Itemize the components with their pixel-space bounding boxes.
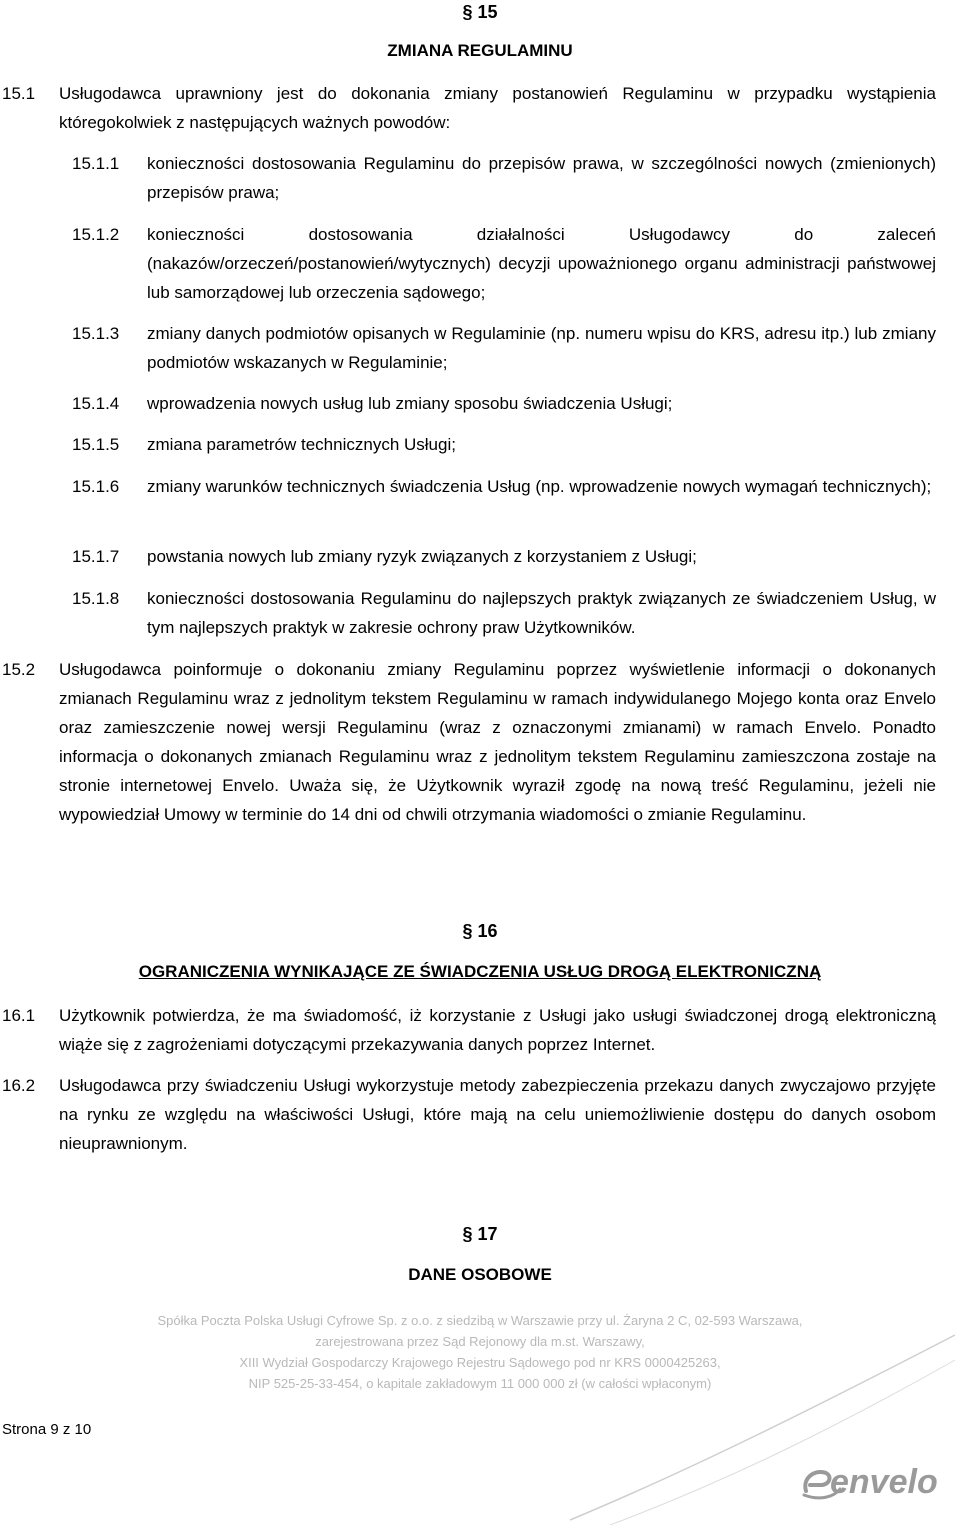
list-item-number: 15.1.7: [72, 547, 120, 566]
list-item-number: 15.1.1: [72, 154, 120, 173]
list-item-text: zmiany danych podmiotów opisanych w Regulaminie (np. numeru wpisu do KRS, adresu itp.) lub zmiany podmiotów wskazanych w Regulaminie;: [147, 324, 936, 372]
list-item: [72, 584, 936, 642]
list-item-text: wprowadzenia nowych usług lub zmiany sposobu świadczenia Usługi;: [147, 394, 673, 413]
paragraph-number: 15.2: [2, 660, 36, 679]
paragraph-number: 15.1: [2, 84, 36, 103]
footer-capital-line: NIP 525-25-33-454, o kapitale zakładowym 11 000 000 zł (w całości wpłaconym): [248, 1376, 712, 1391]
page-number: Strona 9 z 10: [2, 1421, 92, 1438]
footer-company-line: Spółka Poczta Polska Usługi Cyfrowe Sp. z o.o. z siedzibą w Warszawie przy ul. Żaryna 2 C, 02-593 Warszawa,: [157, 1313, 803, 1328]
list-item-text: zmiany warunków technicznych świadczenia Usług (np. wprowadzenie nowych wymagań technicznych);: [147, 477, 932, 496]
footer: [0, 1310, 960, 1394]
list-item-number: 15.1.5: [72, 435, 120, 454]
logo-text: envelo: [830, 1463, 938, 1501]
footer-krs-line: XIII Wydział Gospodarczy Krajowego Rejestru Sądowego pod nr KRS 0000425263,: [239, 1355, 721, 1370]
list-item-number: 15.1.2: [72, 225, 120, 244]
list-item-text: powstania nowych lub zmiany ryzyk związanych z korzystaniem z Usługi;: [147, 547, 697, 566]
list-item: [72, 472, 936, 501]
list-item: [72, 149, 936, 207]
list-item: [72, 542, 936, 571]
section-16-title: OGRANICZENIA WYNIKAJĄCE ZE ŚWIADCZENIA USŁUG DROGĄ ELEKTRONICZNĄ: [138, 962, 822, 981]
footer-registration-line: zarejestrowana przez Sąd Rejonowy dla m.st. Warszawy,: [315, 1334, 645, 1349]
paragraph-number: 16.2: [2, 1076, 36, 1095]
paragraph-text: Usługodawca uprawniony jest do dokonania zmiany postanowień Regulaminu w przypadku wystąpienia któregokolwiek z następujących ważnych powodów:: [59, 84, 936, 132]
paragraph-text: Usługodawca poinformuje o dokonaniu zmiany Regulaminu poprzez wyświetlenie informacji o dokonanych zmianach Regulaminu wraz z jednolitym tekstem Regulaminu w ramach indywidulanego Mojego konta oraz Envelo oraz zamieszczenie nowej wersji Regulaminu (wraz z oznaczonymi zmianami) w ramach Envelo. Ponadto informacja o dokonanych zmianach Regulaminu wraz z jednolitym tekstem Regulaminu zamieszczona zostaje na stronie internetowej Envelo. Uważa się, że Użytkownik wyraził zgodę na nową treść Regulaminu, jeżeli nie wypowiedział Umowy w terminie do 14 dni od chwili otrzymania wiadomości o zmianie Regulaminu.: [59, 660, 936, 824]
section-16-number: § 16: [462, 921, 498, 941]
list-item-number: 15.1.8: [72, 589, 120, 608]
section-17-number: § 17: [462, 1224, 498, 1244]
list-item-number: 15.1.3: [72, 324, 120, 343]
list-item: [72, 430, 936, 459]
section-15-number: § 15: [462, 2, 498, 22]
list-item: [72, 220, 936, 307]
paragraph-number: 16.1: [2, 1006, 36, 1025]
list-item: [72, 389, 936, 418]
section-17-title: DANE OSOBOWE: [408, 1265, 552, 1284]
list-item-text: konieczności dostosowania działalności Usługodawcy do zaleceń (nakazów/orzeczeń/postanowień/wytycznych) decyzji upoważnionego organu administracji państwowej lub samorządowej lub orzeczenia sądowego;: [147, 225, 936, 302]
list-item: [72, 319, 936, 377]
list-item-text: zmiana parametrów technicznych Usługi;: [147, 435, 456, 454]
paragraph-16-1: [2, 1001, 936, 1059]
paragraph-15-1: [2, 79, 936, 137]
paragraph-text: Użytkownik potwierdza, że ma świadomość, iż korzystanie z Usługi jako usługi świadczonej drogą elektroniczną wiąże się z zagrożeniami dotyczącymi przekazywania danych poprzez Internet.: [59, 1006, 936, 1054]
section-15-title: ZMIANA REGULAMINU: [387, 41, 573, 60]
paragraph-text: Usługodawca przy świadczeniu Usługi wykorzystuje metody zabezpieczenia przekazu danych zwyczajowo przyjęte na rynku ze względu na właściwości Usługi, które mają na celu uniemożliwienie dostępu do danych osobom nieuprawnionym.: [59, 1076, 936, 1153]
envelo-logo-icon: [800, 1455, 940, 1505]
paragraph-15-2: [2, 655, 936, 829]
paragraph-16-2: [2, 1071, 936, 1158]
list-item-number: 15.1.4: [72, 394, 120, 413]
list-item-number: 15.1.6: [72, 477, 120, 496]
list-item-text: konieczności dostosowania Regulaminu do przepisów prawa, w szczególności nowych (zmienionych) przepisów prawa;: [147, 154, 936, 202]
list-item-text: konieczności dostosowania Regulaminu do najlepszych praktyk związanych ze świadczeniem Usług, w tym najlepszych praktyk w zakresie ochrony praw Użytkowników.: [147, 589, 936, 637]
